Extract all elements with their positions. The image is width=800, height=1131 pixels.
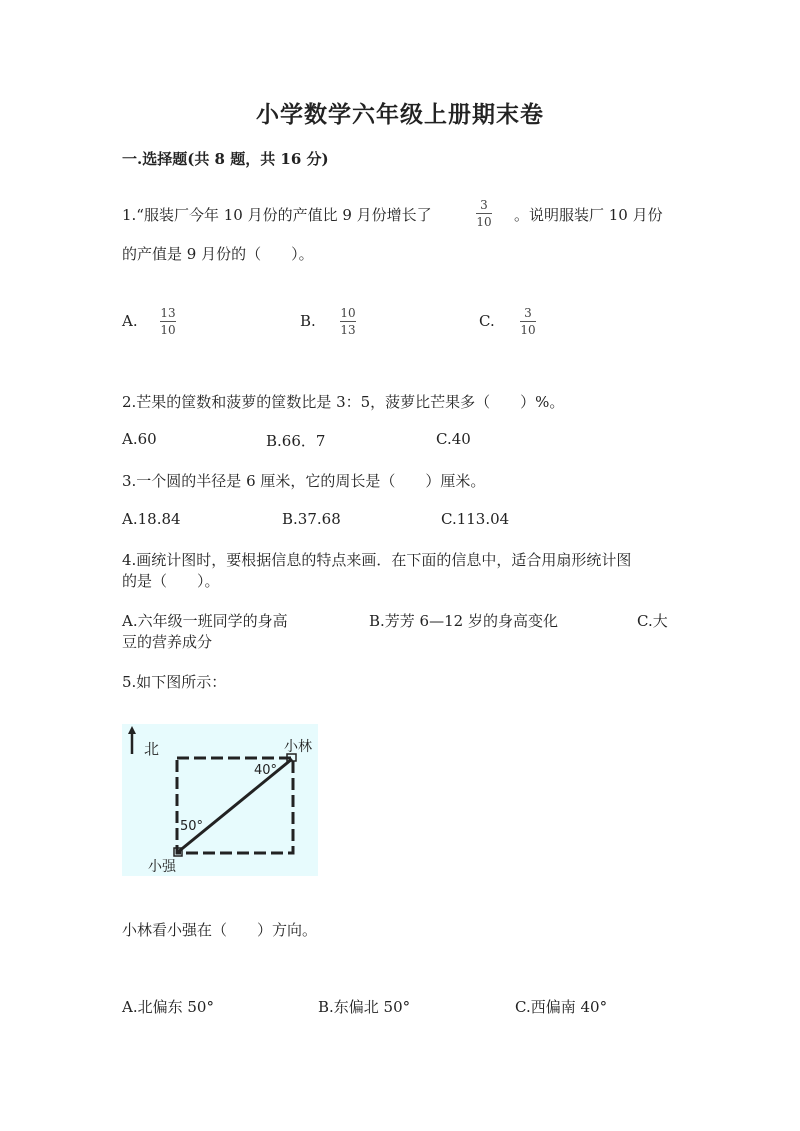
- q1-line1-tail: 。说明服装厂 10 月份: [514, 206, 663, 224]
- q2-option-c[interactable]: C.40: [436, 430, 471, 448]
- fraction-numerator: 3: [524, 306, 532, 320]
- fraction-numerator: 3: [480, 198, 488, 212]
- fraction-bar: [160, 321, 176, 322]
- q3-text: 3.一个圆的半径是 6 厘米，它的周长是（ ）厘米。: [122, 472, 486, 490]
- q3-option-a[interactable]: A.18.84: [122, 510, 181, 528]
- north-label: 北: [144, 740, 160, 758]
- q1-fraction: [476, 198, 492, 229]
- q1-option-a-fraction: [160, 306, 176, 337]
- q4-line2: 的是（ ）。: [122, 572, 220, 590]
- q5-question: 小林看小强在（ ）方向。: [122, 921, 318, 939]
- q4-line1: 4.画统计图时，要根据信息的特点来画．在下面的信息中，适合用扇形统计图: [122, 551, 632, 569]
- fraction-denominator: 10: [476, 215, 492, 229]
- direction-diagram: [122, 724, 318, 876]
- fraction-bar: [476, 213, 492, 214]
- north-arrow-head: [128, 726, 136, 734]
- q3-option-c[interactable]: C.113.04: [441, 510, 510, 528]
- direction-figure: [122, 724, 318, 876]
- q1-line2: 的产值是 9 月份的（ ）。: [122, 245, 314, 263]
- q1-option-a-label[interactable]: A.: [122, 312, 138, 330]
- q5-text: 5.如下图所示：: [122, 673, 227, 691]
- q4-option-b[interactable]: B.芳芳 6—12 岁的身高变化: [369, 612, 558, 630]
- q4-option-c-continued: 豆的营养成分: [122, 633, 213, 651]
- angle-top-label: 40°: [254, 763, 278, 778]
- xiaoqiang-label: 小强: [148, 859, 176, 875]
- section-heading: 一.选择题(共 8 题，共 16 分): [122, 150, 329, 168]
- q2-text: 2.芒果的筐数和菠萝的筐数比是 3：5，菠萝比芒果多（ ）%。: [122, 393, 565, 411]
- q5-option-c[interactable]: C.西偏南 40°: [515, 998, 608, 1016]
- q1-option-b-label[interactable]: B.: [300, 312, 316, 330]
- q5-option-a[interactable]: A.北偏东 50°: [122, 998, 214, 1016]
- fraction-numerator: 10: [340, 306, 356, 320]
- fraction-denominator: 13: [340, 323, 356, 337]
- q1-option-c-fraction: [520, 306, 536, 337]
- fraction-denominator: 10: [520, 323, 536, 337]
- fraction-bar: [340, 321, 356, 322]
- fraction-denominator: 10: [160, 323, 176, 337]
- fraction-bar: [520, 321, 536, 322]
- xiaolin-label: 小林: [284, 739, 312, 755]
- fraction-numerator: 13: [160, 306, 176, 320]
- q1-option-c-label[interactable]: C.: [479, 312, 495, 330]
- angle-bottom-label: 50°: [180, 819, 204, 834]
- q1-line1: 1.“服装厂今年 10 月份的产值比 9 月份增长了: [122, 206, 432, 224]
- page-title: 小学数学六年级上册期末卷: [256, 101, 544, 128]
- q2-option-b[interactable]: B.66．7: [266, 432, 326, 450]
- q4-option-c[interactable]: C.大: [637, 612, 668, 630]
- q4-option-a[interactable]: A.六年级一班同学的身高: [122, 612, 288, 630]
- q1-option-b-fraction: [340, 306, 356, 337]
- q5-option-b[interactable]: B.东偏北 50°: [318, 998, 411, 1016]
- q2-option-a[interactable]: A.60: [122, 430, 157, 448]
- q3-option-b[interactable]: B.37.68: [282, 510, 341, 528]
